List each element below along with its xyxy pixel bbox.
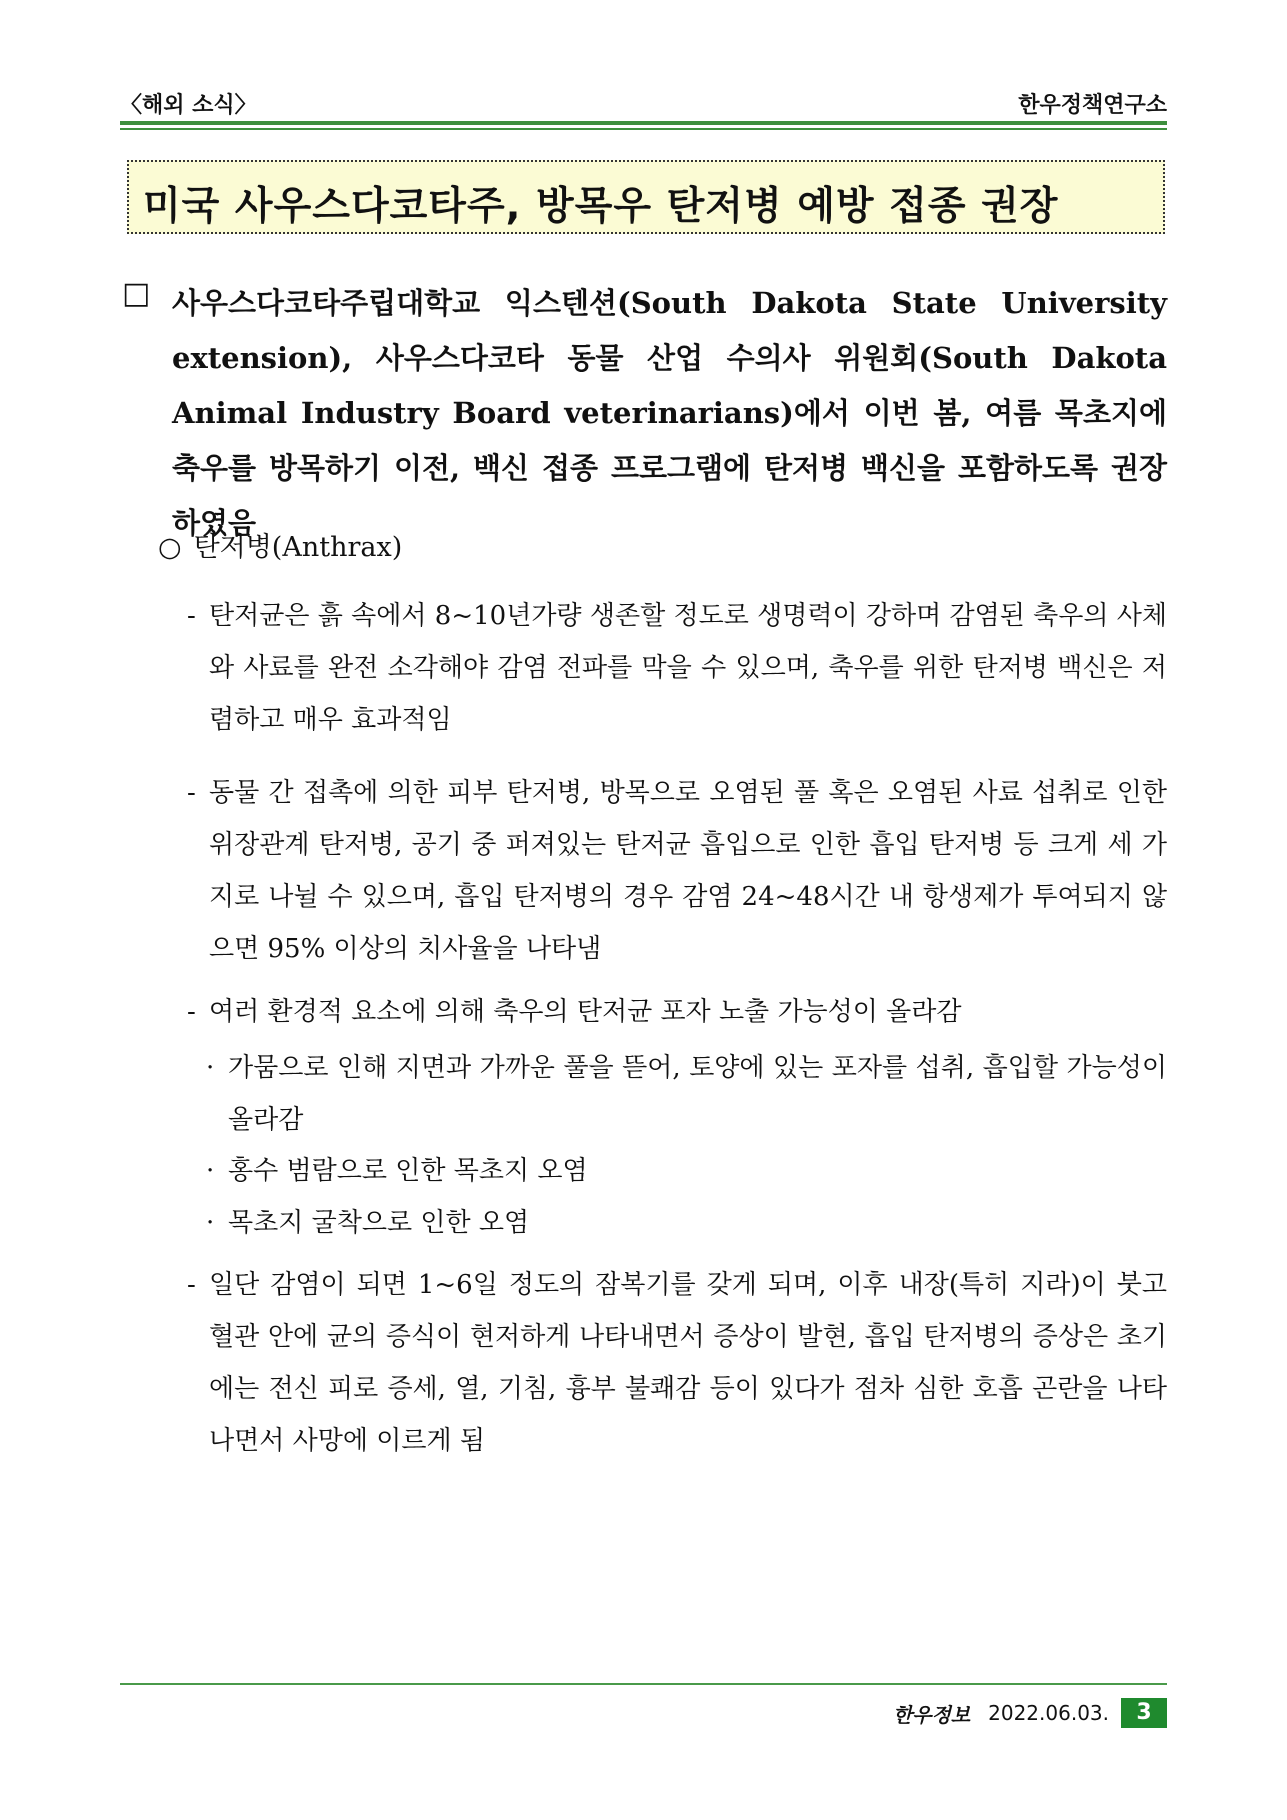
page-title: 미국 사우스다코타주, 방목우 탄저병 예방 접종 권장 xyxy=(143,184,1059,229)
lead-paragraph xyxy=(120,276,1167,551)
circle-bullet-icon: ○ xyxy=(158,532,182,563)
subheading xyxy=(158,525,402,564)
dot-bullet: · xyxy=(206,1053,215,1083)
list-item xyxy=(187,1259,1167,1467)
header-rule-thin xyxy=(120,128,1167,130)
list-item xyxy=(206,1042,1167,1146)
lead-text: 사우스다코타주립대학교 익스텐션(South Dakota State University extension), 사우스다코타 동물 산업 수의사 위원회(South Dakota Animal Industry Board veterinarians)에서 이번 봄, 여름 목초지에 축우를 방목하기 이전, 백신 접종 프로그램에 탄저병 백신을 포함하도록 권장하였음 xyxy=(172,286,1167,540)
list-item-text: 가뭄으로 인해 지면과 가까운 풀을 뜯어, 토양에 있는 포자를 섭취, 흡입할 가능성이 올라감 xyxy=(228,1053,1167,1135)
list-item xyxy=(187,767,1167,975)
list-item xyxy=(187,590,1167,746)
list-item-text: 일단 감염이 되면 1~6일 정도의 잠복기를 갖게 되며, 이후 내장(특히 지라)이 붓고 혈관 안에 균의 증식이 현저하게 나타내면서 증상이 발현, 흡입 탄저병의 증상은 초기에는 전신 피로 증세, 열, 기침, 흉부 불쾌감 등이 있다가 점차 심한 호흡 곤란을 나타나면서 사망에 이르게 됨 xyxy=(209,1270,1167,1456)
subheading-text: 탄저병(Anthrax) xyxy=(193,532,403,563)
list-item xyxy=(206,1145,1167,1197)
dash-bullet: - xyxy=(187,1270,196,1300)
page-number-badge: 3 xyxy=(1121,1698,1167,1728)
organization-name: 한우정책연구소 xyxy=(1018,93,1167,118)
list-item-text: 홍수 범람으로 인한 목초지 오염 xyxy=(228,1156,588,1186)
section-label: 〈해외 소식〉 xyxy=(120,93,257,118)
checkbox-bullet-icon: □ xyxy=(122,276,151,311)
list-item-text: 동물 간 접촉에 의한 피부 탄저병, 방목으로 오염된 풀 혹은 오염된 사료 섭취로 인한 위장관계 탄저병, 공기 중 퍼져있는 탄저균 흡입으로 인한 흡입 탄저병 등 크게 세 가지로 나뉠 수 있으며, 흡입 탄저병의 경우 감염 24~48시간 내 항생제가 투여되지 않으면 95% 이상의 치사율을 나타냄 xyxy=(209,778,1167,964)
dash-bullet: - xyxy=(187,778,196,808)
dot-bullet: · xyxy=(206,1208,215,1238)
list-item-text: 목초지 굴착으로 인한 오염 xyxy=(228,1208,530,1238)
footer-brand: 한우정보 xyxy=(892,1702,971,1727)
dash-bullet: - xyxy=(187,601,196,631)
title-box xyxy=(127,160,1165,234)
list-item xyxy=(206,1197,1167,1249)
header-rule-thick xyxy=(120,121,1167,125)
footer-rule xyxy=(120,1683,1167,1685)
dash-bullet: - xyxy=(187,997,196,1027)
header-bar xyxy=(120,88,1167,122)
page-footer xyxy=(893,1697,1167,1729)
dot-bullet: · xyxy=(206,1156,215,1186)
list-item xyxy=(187,986,1167,1038)
list-item-text: 여러 환경적 요소에 의해 축우의 탄저균 포자 노출 가능성이 올라감 xyxy=(209,997,962,1027)
list-item-text: 탄저균은 흙 속에서 8~10년가량 생존할 정도로 생명력이 강하며 감염된 축우의 사체와 사료를 완전 소각해야 감염 전파를 막을 수 있으며, 축우를 위한 탄저병 백신은 저렴하고 매우 효과적임 xyxy=(209,601,1167,735)
footer-date: 2022.06.03. xyxy=(988,1701,1109,1725)
